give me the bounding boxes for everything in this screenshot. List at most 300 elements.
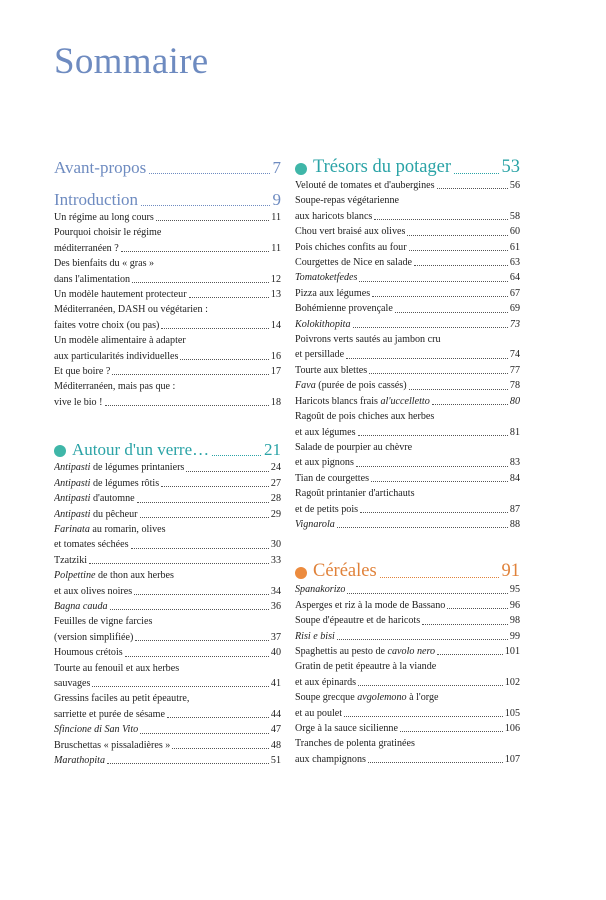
entry-title-text: méditerranéen ?	[54, 242, 119, 254]
entry-title-text: Gressins faciles au petit épeautre,	[54, 693, 190, 705]
dot-leader	[131, 548, 269, 549]
entry-title-text: Un modèle hautement protecteur	[54, 289, 187, 301]
entry-title	[54, 318, 159, 333]
dot-leader	[134, 594, 269, 595]
entry-title	[295, 347, 344, 362]
entry-title-text: Soupe grecque	[295, 692, 358, 704]
toc-entry[interactable]	[295, 582, 520, 597]
entry-page: 87	[509, 503, 520, 515]
dot-leader	[337, 639, 508, 640]
entry-page: 88	[509, 518, 520, 530]
entry-title	[54, 258, 154, 269]
entry-title-text: Feuilles de vigne farcies	[54, 616, 153, 628]
entry-title	[295, 738, 415, 749]
entry-title	[295, 613, 420, 628]
entry-page: 106	[504, 723, 520, 734]
entry-title	[295, 301, 393, 316]
entry-title	[295, 661, 436, 672]
toc-entry[interactable]	[295, 270, 520, 285]
toc-entry	[54, 661, 281, 676]
entry-title	[54, 599, 108, 614]
entry-page: 84	[509, 472, 520, 484]
entry-title	[54, 241, 119, 256]
section-avant-propos[interactable]	[54, 158, 281, 178]
toc-entry[interactable]	[295, 363, 520, 378]
dot-leader	[369, 373, 508, 374]
entry-page: 34	[270, 585, 281, 597]
dot-leader	[156, 220, 269, 221]
toc-entry	[54, 568, 281, 583]
entry-page: 36	[270, 600, 281, 612]
entry-page: 105	[504, 707, 520, 719]
dot-leader	[180, 359, 268, 360]
entry-title	[54, 335, 186, 346]
toc-entry	[295, 486, 520, 501]
dot-leader	[135, 640, 269, 641]
dot-leader	[400, 731, 503, 732]
entry-page: 29	[270, 508, 281, 520]
entry-title	[54, 676, 90, 691]
section-page: 21	[264, 440, 281, 460]
toc-entry	[54, 522, 281, 537]
toc-entry	[54, 614, 281, 629]
section-page: 91	[501, 561, 520, 582]
toc-entry[interactable]	[295, 378, 520, 393]
entry-page: 67	[509, 287, 520, 299]
entry-page: 73	[509, 318, 520, 330]
entry-page: 63	[509, 257, 520, 269]
entry-title	[295, 442, 412, 453]
entry-title	[54, 524, 166, 535]
toc-entry[interactable]	[295, 644, 520, 659]
dot-leader	[161, 486, 269, 487]
dot-leader	[447, 608, 508, 609]
entry-title-italic: Sfincione di San Vito	[54, 724, 139, 736]
entry-title	[54, 753, 105, 768]
entry-title-text: Pois chiches confits au four	[295, 241, 407, 253]
entry-title	[54, 381, 175, 392]
toc-entry[interactable]	[54, 738, 281, 753]
entry-title-text: Tourte au fenouil et aux herbes	[54, 662, 180, 674]
entry-title-text: aux particularités individuelles	[54, 350, 179, 362]
entry-title-italic: Farinata	[54, 523, 90, 535]
entry-title	[295, 721, 398, 736]
toc-entry[interactable]	[295, 224, 520, 239]
toc-entry[interactable]	[295, 471, 520, 486]
toc-entry[interactable]	[54, 676, 281, 691]
dot-leader	[112, 374, 269, 375]
toc-entry[interactable]	[54, 476, 281, 491]
dot-leader	[337, 527, 508, 528]
entry-page: 12	[270, 273, 281, 285]
entry-title-text: Velouté de tomates et d'aubergines	[295, 180, 435, 191]
dot-leader	[346, 358, 508, 359]
dot-leader	[172, 748, 269, 749]
entry-page: 83	[509, 457, 520, 469]
toc-entry[interactable]	[54, 630, 281, 645]
toc-right-column	[295, 156, 520, 767]
entry-title-text: sauvages	[54, 677, 91, 689]
toc-entry[interactable]	[54, 722, 281, 737]
entry-title-text: Tranches de polenta gratinées	[295, 738, 415, 750]
dot-leader	[137, 502, 269, 503]
entry-title	[54, 349, 178, 364]
toc-entry[interactable]	[295, 629, 520, 644]
entry-page: 101	[504, 645, 520, 657]
dot-leader	[92, 686, 268, 687]
entry-title-text: Pizza aux légumes	[295, 287, 371, 299]
entry-title	[54, 210, 154, 225]
toc-entry[interactable]	[54, 553, 281, 568]
entry-title-text: Poivrons verts sautés au jambon cru	[295, 334, 441, 346]
entry-title	[295, 270, 357, 285]
entry-page: 74	[509, 349, 520, 361]
toc-entry[interactable]	[54, 507, 281, 522]
entry-title-text: et aux épinards	[295, 676, 357, 688]
entry-page: 47	[270, 724, 281, 736]
entry-title	[54, 584, 132, 599]
dot-leader	[372, 296, 508, 297]
toc-entry[interactable]	[54, 395, 281, 410]
section-autour-verre[interactable]	[54, 440, 281, 460]
dot-leader	[347, 593, 507, 594]
dot-leader	[437, 654, 503, 655]
toc-entry	[295, 659, 520, 674]
dot-leader	[368, 762, 503, 763]
entry-title-text: de légumes printaniers	[90, 462, 185, 474]
entry-title	[295, 598, 445, 613]
dot-leader	[374, 219, 508, 220]
entry-page: 107	[504, 753, 520, 765]
entry-page: 96	[509, 599, 520, 611]
toc-entry[interactable]	[295, 598, 520, 613]
entry-title-text: Houmous crétois	[54, 647, 123, 659]
entry-title-italic: avgolemono	[357, 692, 407, 704]
entry-title	[295, 240, 407, 255]
entry-title-text: Ragoût printanier d'artichauts	[295, 488, 415, 500]
entry-title-text: aux haricots blancs	[295, 210, 373, 222]
entry-title	[54, 553, 87, 568]
entry-title-text: et au poulet	[295, 707, 343, 719]
toc-entry	[295, 440, 520, 455]
entry-title	[295, 488, 415, 499]
entry-title	[295, 706, 342, 721]
entry-title-text: Un régime au long cours	[54, 212, 154, 223]
entry-title	[295, 317, 351, 332]
toc-entry[interactable]	[54, 241, 281, 256]
entry-title	[295, 286, 370, 301]
toc-entry	[54, 691, 281, 706]
entry-title	[295, 334, 441, 345]
entry-title-text: et de petits pois	[295, 503, 359, 515]
dot-leader	[89, 563, 269, 564]
toc-entry[interactable]	[54, 645, 281, 660]
entry-title	[54, 707, 165, 722]
entry-title-text: Chou vert braisé aux olives	[295, 226, 406, 238]
entry-page: 11	[271, 242, 281, 254]
toc-entry[interactable]	[295, 301, 520, 316]
entry-title	[54, 738, 170, 753]
entry-page: 51	[270, 755, 281, 766]
autour-verre-entries	[54, 460, 281, 768]
dot-leader	[189, 297, 269, 298]
entry-title	[54, 570, 174, 581]
entry-title	[295, 378, 407, 393]
entry-page: 95	[509, 584, 520, 596]
entry-title	[54, 364, 110, 379]
entry-title-text: de légumes rôtis	[90, 477, 160, 489]
entry-title-text: Tourte aux blettes	[295, 364, 368, 376]
dot-leader	[371, 481, 508, 482]
entry-title	[295, 394, 430, 409]
dot-leader	[437, 188, 508, 189]
toc-entry[interactable]	[54, 349, 281, 364]
dot-leader	[359, 281, 507, 282]
entry-title-text: Pourquoi choisir le régime	[54, 227, 162, 239]
entry-title-text: Soupe-repas végétarienne	[295, 195, 399, 207]
entry-page: 60	[509, 226, 520, 238]
toc-entry	[295, 193, 520, 208]
dot-leader	[110, 609, 269, 610]
toc-entry[interactable]	[295, 178, 520, 193]
entry-title	[295, 502, 358, 517]
dot-leader	[105, 405, 269, 406]
entry-page: 27	[270, 477, 281, 489]
dot-leader	[140, 733, 269, 734]
entry-page: 69	[509, 303, 520, 315]
entry-title	[295, 209, 372, 224]
toc-entry[interactable]	[54, 318, 281, 333]
dot-leader	[167, 717, 269, 718]
toc-entry[interactable]	[295, 347, 520, 362]
section-tresors-potager[interactable]	[295, 156, 520, 178]
entry-page: 13	[270, 289, 281, 301]
toc-entry	[295, 332, 520, 347]
entry-title-text: Haricots blancs frais	[295, 395, 381, 407]
section-page: 7	[272, 158, 281, 177]
entry-title-text: Méditerranéen, mais pas que :	[54, 381, 176, 393]
entry-title-text: faites votre choix (ou pas)	[54, 319, 160, 331]
entry-title	[54, 272, 130, 287]
entry-title-text: Courgettes de Nice en salade	[295, 257, 412, 269]
toc-entry[interactable]	[295, 502, 520, 517]
entry-title-italic: Antipasti	[54, 477, 91, 489]
dot-leader	[358, 435, 508, 436]
dot-leader	[344, 716, 503, 717]
entry-title-text: Et que boire ?	[54, 366, 111, 378]
entry-page: 44	[270, 708, 281, 720]
dot-leader	[161, 328, 269, 329]
dot-leader	[360, 512, 508, 513]
toc-entry[interactable]	[295, 425, 520, 440]
entry-page: 58	[509, 210, 520, 222]
toc-left-column	[54, 158, 281, 768]
toc-entry[interactable]	[295, 613, 520, 628]
entry-page: 78	[509, 380, 520, 392]
entry-title-text: Bruschettas « pissaladières »	[54, 739, 171, 751]
entry-page: 16	[270, 350, 281, 362]
section-cereales[interactable]	[295, 560, 520, 582]
entry-title	[54, 395, 103, 410]
entry-title	[54, 722, 138, 737]
toc-entry[interactable]	[295, 517, 520, 532]
toc-entry	[54, 333, 281, 348]
entry-title	[295, 644, 435, 659]
entry-title	[295, 425, 356, 440]
entry-title	[54, 227, 161, 238]
entry-title	[295, 411, 434, 422]
dot-leader	[395, 312, 508, 313]
entry-title-italic: Vignarola	[295, 518, 335, 530]
toc-entry[interactable]	[295, 455, 520, 470]
entry-title-text: et tomates séchées	[54, 539, 129, 551]
entry-title	[54, 645, 123, 660]
toc-entry[interactable]	[54, 272, 281, 287]
toc-entry[interactable]	[295, 240, 520, 255]
entry-title-text: Spaghettis au pesto de	[295, 645, 388, 657]
entry-title-text: et aux pignons	[295, 457, 354, 469]
entry-title	[295, 178, 435, 193]
section-title: Introduction	[54, 190, 139, 209]
entry-page: 99	[509, 630, 520, 642]
toc-entry[interactable]	[295, 209, 520, 224]
toc-entry[interactable]	[295, 255, 520, 270]
entry-title-text: Orge à la sauce sicilienne	[295, 723, 398, 734]
entry-title	[295, 363, 367, 378]
entry-page: 18	[270, 396, 281, 408]
entry-page: 56	[509, 180, 520, 191]
entry-title	[54, 287, 187, 302]
entry-title	[295, 255, 412, 270]
toc-entry[interactable]	[54, 364, 281, 379]
entry-title-text: au romarin, olives	[89, 523, 166, 535]
toc-entry[interactable]	[295, 706, 520, 721]
toc-entry[interactable]	[54, 210, 281, 225]
entry-title-italic: Bagna cauda	[54, 600, 108, 612]
toc-entry	[295, 409, 520, 424]
entry-page: 33	[270, 554, 281, 566]
toc-entry[interactable]	[54, 460, 281, 475]
dot-leader	[125, 656, 269, 657]
entry-title-text: vive le bio !	[54, 396, 103, 408]
entry-title	[54, 630, 133, 645]
section-title: Céréales	[313, 561, 377, 582]
toc-entry[interactable]	[295, 675, 520, 690]
entry-title	[295, 224, 405, 239]
entry-title	[54, 693, 189, 704]
section-page: 53	[501, 157, 520, 177]
entry-title-text: (version simplifiée)	[54, 631, 134, 643]
entry-page: 14	[270, 319, 281, 331]
page-title: Sommaire	[54, 41, 209, 82]
toc-entry	[54, 302, 281, 317]
toc-entry[interactable]	[54, 707, 281, 722]
section-title: Avant-propos	[54, 158, 147, 177]
toc-entry[interactable]	[295, 394, 520, 409]
toc-entry[interactable]	[54, 287, 281, 302]
entry-title	[54, 491, 135, 506]
dot-leader	[409, 389, 508, 390]
toc-entry[interactable]	[54, 753, 281, 768]
entry-page: 64	[509, 272, 520, 284]
entry-title-italic: Marathopita	[54, 755, 106, 766]
dot-leader	[409, 250, 508, 251]
entry-title	[54, 507, 138, 522]
entry-title-text: Soupe d'épeautre et de haricots	[295, 615, 421, 627]
entry-title	[54, 663, 179, 674]
toc-entry[interactable]	[295, 721, 520, 736]
entry-title-text: Salade de pourpier au chèvre	[295, 441, 413, 453]
toc-entry	[54, 256, 281, 271]
entry-title	[295, 195, 399, 206]
entry-title-text: à l'orge	[406, 692, 439, 704]
entry-title-text: dans l'alimentation	[54, 273, 131, 285]
dot-leader	[380, 577, 499, 578]
dot-leader	[414, 265, 508, 266]
entry-title-text: du pêcheur	[90, 508, 138, 520]
entry-page: 77	[509, 364, 520, 376]
toc-entry[interactable]	[295, 286, 520, 301]
entry-page: 30	[270, 539, 281, 551]
teal-dot-icon	[295, 163, 307, 175]
toc-entry[interactable]	[54, 599, 281, 614]
dot-leader	[432, 404, 508, 405]
section-title: Autour d'un verre…	[72, 440, 210, 460]
cereales-entries	[295, 582, 520, 767]
entry-title	[295, 582, 345, 597]
section-introduction[interactable]	[54, 190, 281, 210]
toc-entry	[295, 690, 520, 705]
entry-title-text: Un modèle alimentaire à adapter	[54, 335, 186, 347]
toc-entry	[54, 225, 281, 240]
dot-leader	[454, 173, 498, 174]
dot-leader	[356, 466, 508, 467]
toc-entry[interactable]	[295, 752, 520, 767]
dot-leader	[353, 327, 508, 328]
entry-title-italic: Risi e bisi	[295, 630, 335, 642]
entry-title-italic: Antipasti	[54, 493, 91, 505]
dot-leader	[107, 763, 269, 764]
entry-title	[54, 537, 129, 552]
toc-entry[interactable]	[54, 491, 281, 506]
entry-title-text: Asperges et riz à la mode de Bassano	[295, 599, 446, 611]
entry-title	[295, 692, 438, 703]
entry-page: 17	[270, 366, 281, 378]
entry-title	[295, 455, 354, 470]
entry-title-text: Méditerranéen, DASH ou végétarien :	[54, 304, 208, 316]
entry-page: 98	[509, 615, 520, 627]
introduction-entries	[54, 210, 281, 410]
entry-title-text: Bohémienne provençale	[295, 303, 393, 315]
entry-title-italic: Antipasti	[54, 462, 91, 474]
entry-title	[54, 616, 152, 627]
entry-page: 61	[509, 241, 520, 253]
toc-entry[interactable]	[54, 584, 281, 599]
entry-title-text: aux champignons	[295, 753, 366, 765]
entry-page: 24	[270, 462, 281, 474]
toc-entry[interactable]	[54, 537, 281, 552]
dot-leader	[212, 455, 261, 456]
toc-entry[interactable]	[295, 317, 520, 332]
entry-title-italic: al'uccelletto	[380, 395, 430, 407]
entry-page: 48	[270, 739, 281, 751]
entry-page: 28	[270, 493, 281, 505]
entry-page: 81	[509, 426, 520, 438]
entry-title-text: Gratin de petit épeautre à la viande	[295, 661, 437, 673]
entry-page: 41	[270, 677, 281, 689]
entry-title-text: sarriette et purée de sésame	[54, 708, 165, 720]
section-page: 9	[272, 190, 281, 209]
